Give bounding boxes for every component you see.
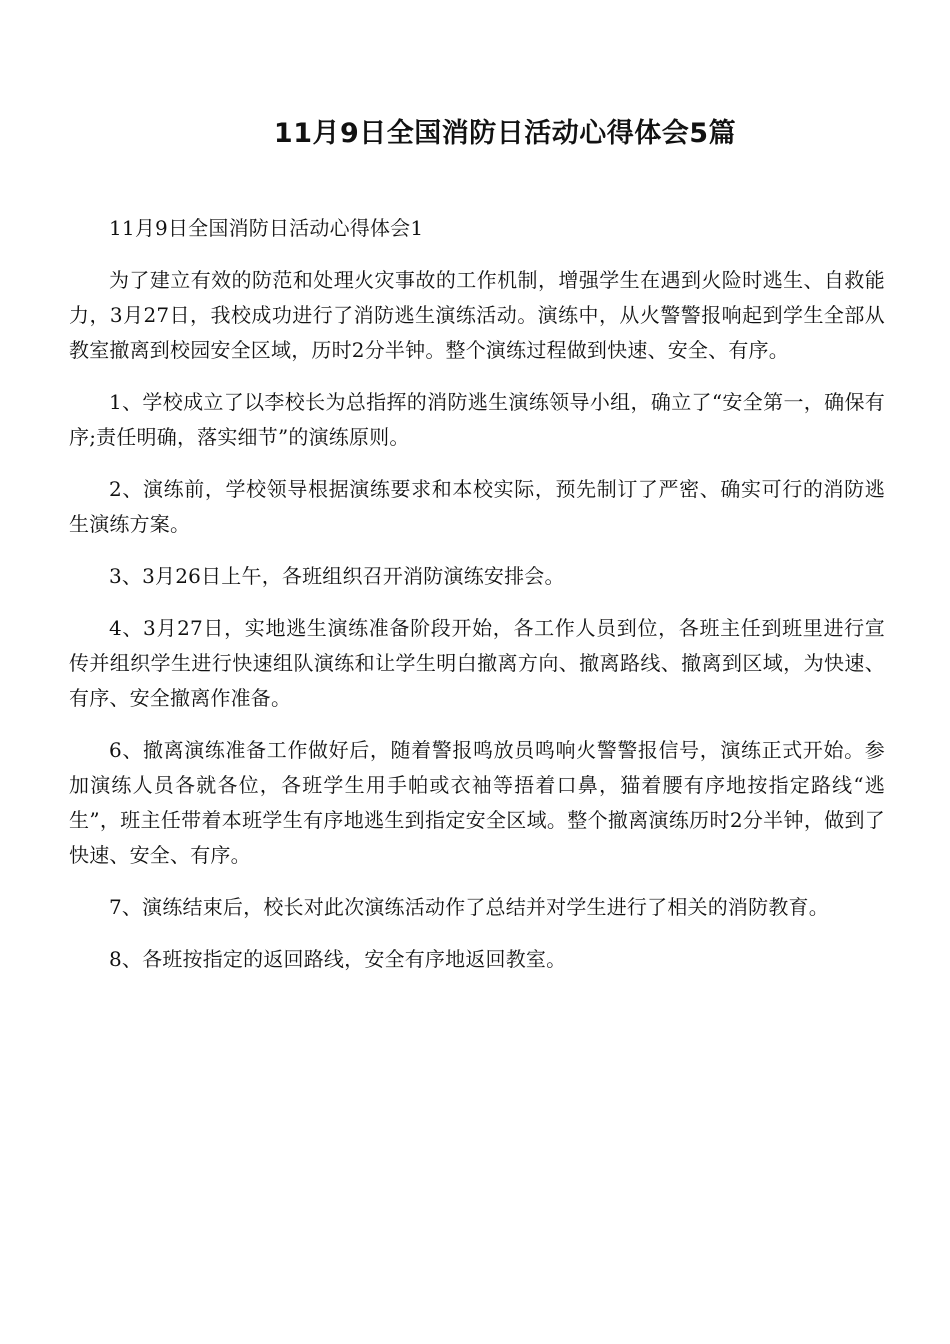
document-body — [69, 211, 885, 994]
paragraph-item-3: 3、3月26日上午，各班组织召开消防演练安排会。 — [109, 564, 565, 588]
paragraph-item-1: 1、学校成立了以李校长为总指挥的消防逃生演练领导小组，确立了“安全第一，确保有序;责任明确，落实细节”的演练原则。 — [69, 390, 885, 449]
paragraph-item-7: 7、演练结束后，校长对此次演练活动作了总结并对学生进行了相关的消防教育。 — [109, 895, 829, 919]
paragraph-item-8: 8、各班按指定的返回路线，安全有序地返回教室。 — [109, 947, 567, 971]
document-title: 11月9日全国消防日活动心得体会5篇 — [273, 118, 737, 150]
section-heading: 11月9日全国消防日活动心得体会1 — [109, 216, 424, 240]
paragraph-item-6: 6、撤离演练准备工作做好后，随着警报鸣放员鸣响火警警报信号，演练正式开始。参加演练人员各就各位，各班学生用手帕或衣袖等捂着口鼻，猫着腰有序地按指定路线“逃生”，班主任带着本班学生有序地逃生到指定安全区域。整个撤离演练历时2分半钟，做到了快速、安全、有序。 — [69, 738, 885, 867]
paragraph-intro: 为了建立有效的防范和处理火灾事故的工作机制，增强学生在遇到火险时逃生、自救能力，3月27日，我校成功进行了消防逃生演练活动。演练中，从火警警报响起到学生全部从教室撤离到校园安全区域，历时2分半钟。整个演练过程做到快速、安全、有序。 — [69, 268, 885, 362]
paragraph-item-4: 4、3月27日，实地逃生演练准备阶段开始，各工作人员到位，各班主任到班里进行宣传并组织学生进行快速组队演练和让学生明白撤离方向、撤离路线、撤离到区域，为快速、有序、安全撤离作准备。 — [69, 616, 885, 710]
paragraph-item-2: 2、演练前，学校领导根据演练要求和本校实际，预先制订了严密、确实可行的消防逃生演练方案。 — [69, 477, 885, 536]
